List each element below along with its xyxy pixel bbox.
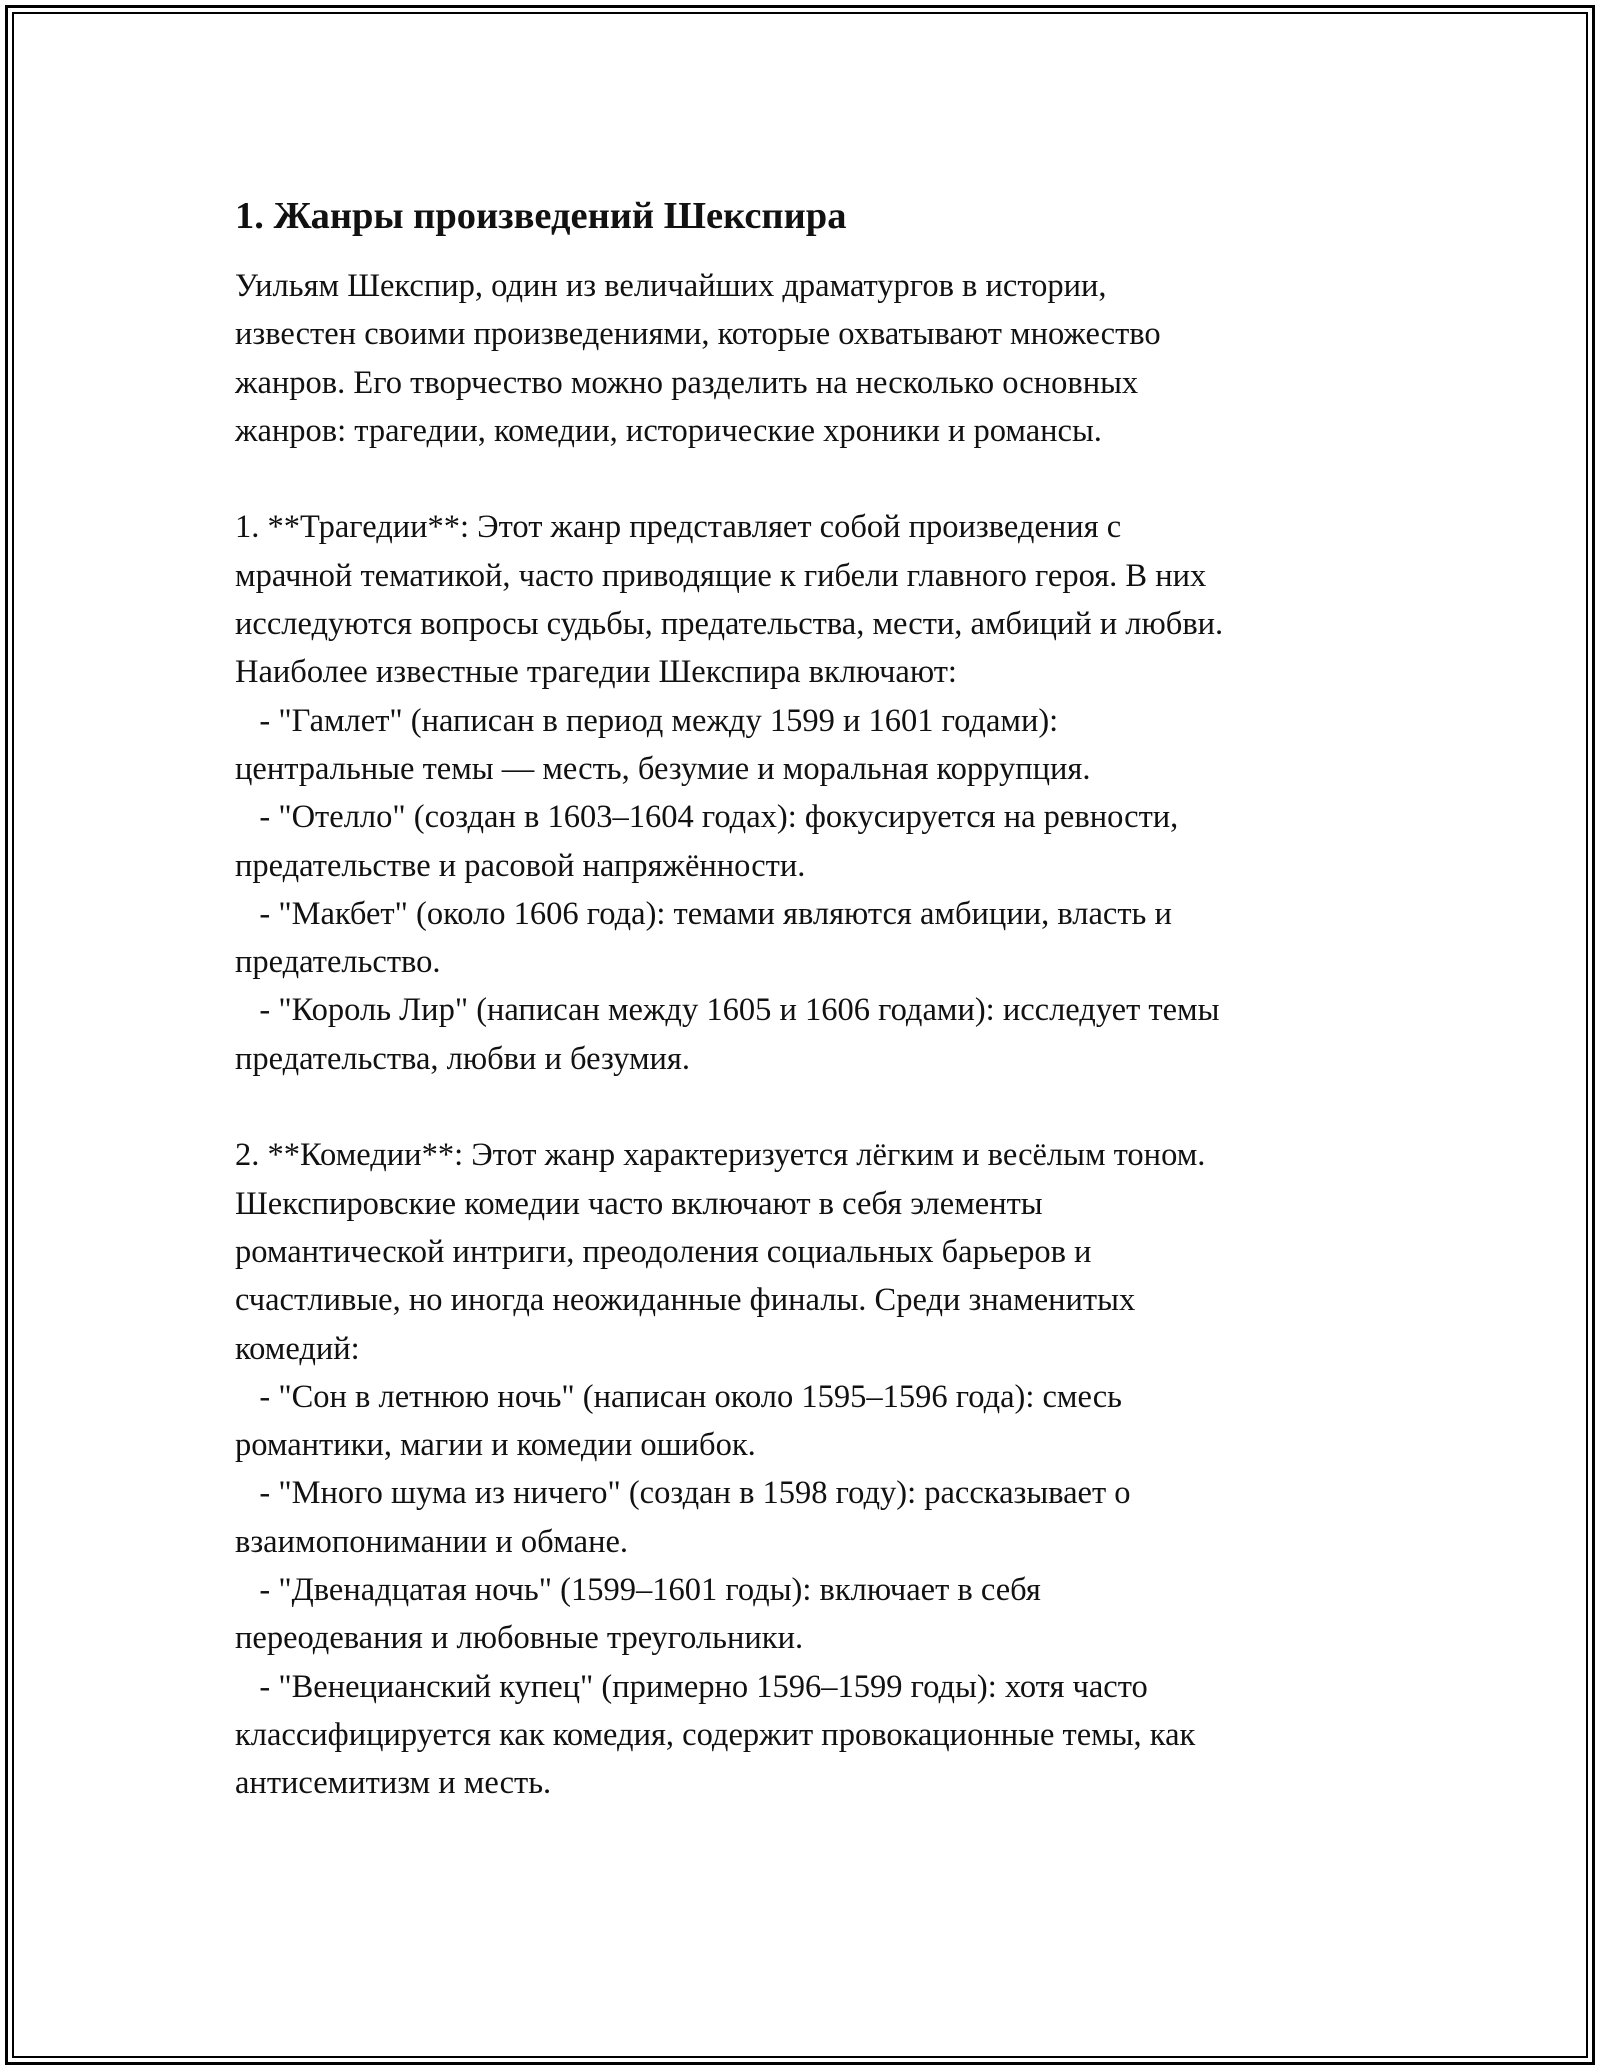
text-line: переодевания и любовные треугольники. (235, 1620, 804, 1657)
text-line: центральные темы — месть, безумие и моральная коррупция. (235, 750, 1091, 787)
blank-line (235, 1083, 1385, 1131)
text-line: предательства, любви и безумия. (235, 1040, 690, 1077)
text-line: известен своими произведениями, которые охватывают множество (235, 316, 1161, 353)
text-line: - "Король Лир" (написан между 1605 и 1606 годами): исследует темы (235, 992, 1220, 1029)
text-line: исследуются вопросы судьбы, предательства, мести, амбиций и любви. (235, 606, 1224, 643)
text-line: - "Много шума из ничего" (создан в 1598 году): рассказывает о (235, 1475, 1131, 1512)
text-line: - "Двенадцатая ночь" (1599–1601 годы): включает в себя (235, 1572, 1041, 1609)
text-line: романтической интриги, преодоления социальных барьеров и (235, 1233, 1092, 1270)
text-line: счастливые, но иногда неожиданные финалы. Среди знаменитых (235, 1282, 1136, 1319)
text-line: 2. **Комедии**: Этот жанр характеризуется лёгким и весёлым тоном. (235, 1137, 1206, 1174)
text-line: 1. **Трагедии**: Этот жанр представляет собой произведения с (235, 509, 1122, 546)
document-content (235, 188, 1385, 1808)
text-line: - "Отелло" (создан в 1603–1604 годах): фокусируется на ревности, (235, 799, 1179, 836)
text-line: Уильям Шекспир, один из величайших драматургов в истории, (235, 268, 1107, 304)
text-line: мрачной тематикой, часто приводящие к гибели главного героя. В них (235, 557, 1207, 594)
text-line: взаимопонимании и обмане. (235, 1523, 629, 1560)
text-line: - "Гамлет" (написан в период между 1599 и 1601 годами): (235, 702, 1059, 739)
text-line: Наиболее известные трагедии Шекспира включают: (235, 654, 957, 691)
document-body (235, 262, 1385, 1808)
text-line: антисемитизм и месть. (235, 1765, 552, 1802)
text-line: классифицируется как комедия, содержит провокационные темы, как (235, 1716, 1196, 1753)
text-line: - "Венецианский купец" (примерно 1596–1599 годы): хотя часто (235, 1668, 1148, 1705)
document-title: 1. Жанры произведений Шекспира (235, 195, 847, 237)
text-line: - "Макбет" (около 1606 года): темами являются амбиции, власть и (235, 895, 1172, 932)
text-line: жанров. Его творчество можно разделить на несколько основных (235, 364, 1139, 401)
text-line: - "Сон в летнюю ночь" (написан около 1595–1596 года): смесь (235, 1378, 1122, 1415)
text-line: жанров: трагедии, комедии, исторические хроники и романсы. (235, 412, 1102, 449)
text-line: романтики, магии и комедии ошибок. (235, 1427, 756, 1464)
blank-line (235, 455, 1385, 503)
text-line: комедий: (235, 1330, 360, 1367)
text-line: предательство. (235, 944, 441, 981)
text-line: предательстве и расовой напряжённости. (235, 847, 806, 884)
text-line: Шекспировские комедии часто включают в себя элементы (235, 1185, 1043, 1222)
